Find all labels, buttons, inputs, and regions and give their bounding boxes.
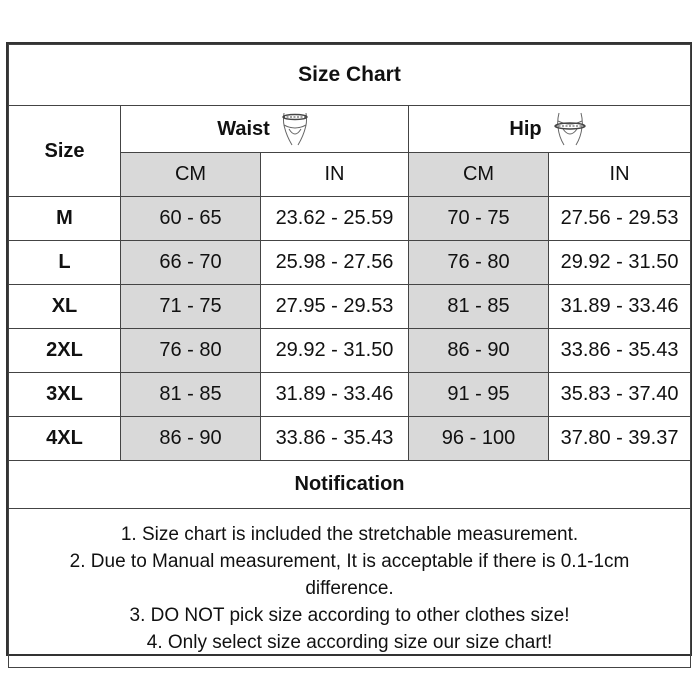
hip-cm-cell: 76 - 80 bbox=[409, 241, 549, 285]
size-cell: 2XL bbox=[9, 329, 121, 373]
hip-figure-icon bbox=[550, 111, 590, 147]
waist-group-header bbox=[121, 106, 409, 153]
notification-line: difference. bbox=[305, 577, 394, 599]
waist-label: Waist bbox=[217, 117, 270, 140]
hip-group-header bbox=[409, 106, 691, 153]
notification-line: 2. Due to Manual measurement, It is acceptable if there is 0.1-1cm bbox=[69, 550, 630, 572]
waist-in-cell: 31.89 - 33.46 bbox=[261, 373, 409, 417]
notification-heading: Notification bbox=[9, 461, 691, 509]
waist-cm-cell: 66 - 70 bbox=[121, 241, 261, 285]
notification-line: 4. Only select size according size our size chart! bbox=[146, 631, 553, 653]
table-row bbox=[9, 241, 691, 285]
waist-cm-cell: 60 - 65 bbox=[121, 197, 261, 241]
waist-cm-cell: 76 - 80 bbox=[121, 329, 261, 373]
waist-in-cell: 25.98 - 27.56 bbox=[261, 241, 409, 285]
hip-in-cell: 31.89 - 33.46 bbox=[549, 285, 691, 329]
size-cell: 3XL bbox=[9, 373, 121, 417]
hip-in-header: IN bbox=[549, 153, 691, 197]
waist-cm-cell: 86 - 90 bbox=[121, 417, 261, 461]
table-row bbox=[9, 285, 691, 329]
size-chart-table bbox=[8, 44, 691, 668]
notification-body bbox=[9, 509, 691, 668]
table-row bbox=[9, 329, 691, 373]
waist-cm-cell: 81 - 85 bbox=[121, 373, 261, 417]
waist-in-cell: 27.95 - 29.53 bbox=[261, 285, 409, 329]
waist-in-cell: 33.86 - 35.43 bbox=[261, 417, 409, 461]
hip-in-cell: 35.83 - 37.40 bbox=[549, 373, 691, 417]
hip-label: Hip bbox=[509, 117, 542, 140]
hip-cm-cell: 96 - 100 bbox=[409, 417, 549, 461]
waist-figure-icon bbox=[278, 111, 312, 147]
notification-line: 3. DO NOT pick size according to other clothes size! bbox=[129, 604, 570, 626]
hip-cm-header: CM bbox=[409, 153, 549, 197]
waist-in-header: IN bbox=[261, 153, 409, 197]
table-row bbox=[9, 197, 691, 241]
hip-in-cell: 33.86 - 35.43 bbox=[549, 329, 691, 373]
hip-cm-cell: 91 - 95 bbox=[409, 373, 549, 417]
waist-cm-header: CM bbox=[121, 153, 261, 197]
waist-cm-cell: 71 - 75 bbox=[121, 285, 261, 329]
hip-in-cell: 37.80 - 39.37 bbox=[549, 417, 691, 461]
size-cell: L bbox=[9, 241, 121, 285]
chart-title: Size Chart bbox=[9, 45, 691, 106]
size-cell: XL bbox=[9, 285, 121, 329]
notification-line: 1. Size chart is included the stretchable measurement. bbox=[120, 523, 579, 545]
size-cell: M bbox=[9, 197, 121, 241]
waist-in-cell: 23.62 - 25.59 bbox=[261, 197, 409, 241]
hip-in-cell: 29.92 - 31.50 bbox=[549, 241, 691, 285]
size-chart-frame bbox=[6, 42, 692, 656]
waist-in-cell: 29.92 - 31.50 bbox=[261, 329, 409, 373]
hip-cm-cell: 81 - 85 bbox=[409, 285, 549, 329]
hip-cm-cell: 70 - 75 bbox=[409, 197, 549, 241]
size-cell: 4XL bbox=[9, 417, 121, 461]
hip-in-cell: 27.56 - 29.53 bbox=[549, 197, 691, 241]
size-column-header: Size bbox=[9, 106, 121, 197]
table-row bbox=[9, 417, 691, 461]
table-row bbox=[9, 373, 691, 417]
hip-cm-cell: 86 - 90 bbox=[409, 329, 549, 373]
